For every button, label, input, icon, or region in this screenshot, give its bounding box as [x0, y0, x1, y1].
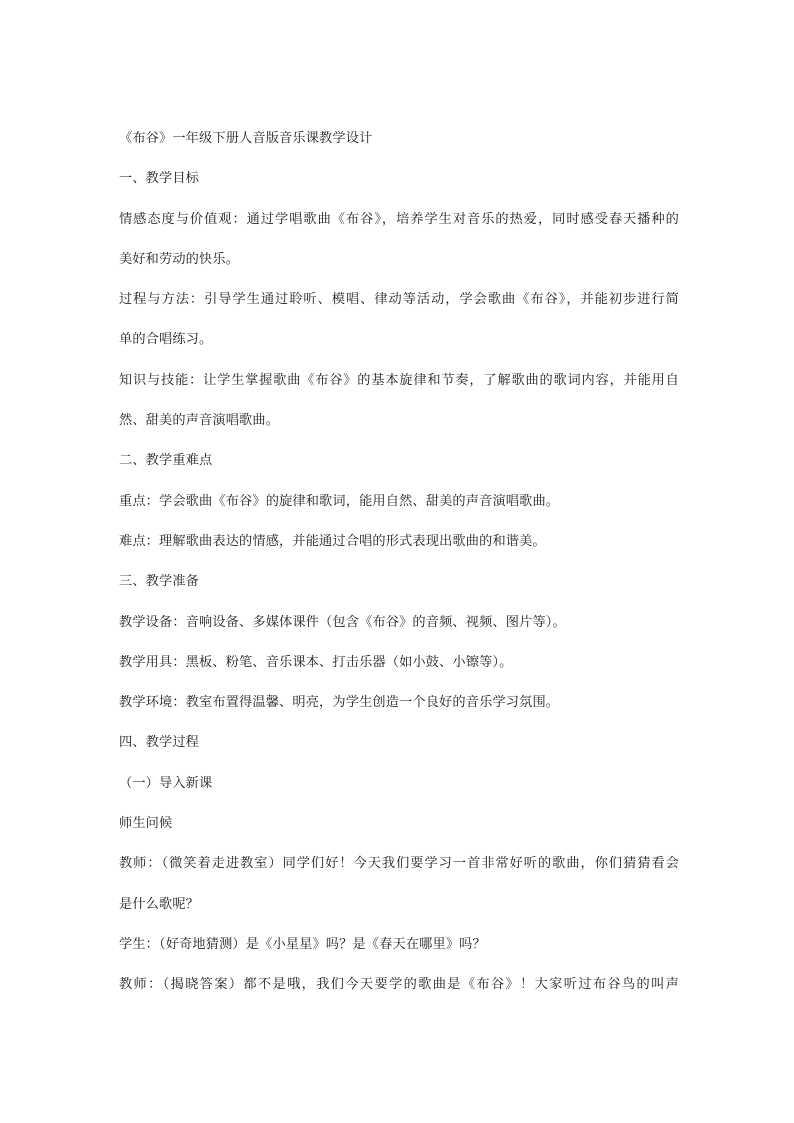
preparation-environment: 教学环境：教室布置得温馨、明亮，为学生创造一个良好的音乐学习氛围。 — [119, 695, 560, 711]
objective-process-line-2: 单的合唱练习。 — [119, 332, 213, 348]
subsection-heading-intro: （一）导入新课 — [119, 775, 213, 791]
greeting-title: 师生问候 — [119, 816, 173, 832]
objective-process-line-1: 过程与方法：引导学生通过聆听、模唱、律动等活动，学会歌曲《布谷》，并能初步进行简 — [119, 292, 679, 308]
section-heading-objectives: 一、教学目标 — [119, 171, 200, 187]
difficult-point-paragraph: 难点：理解歌曲表达的情感，并能通过合唱的形式表现出歌曲的和谐美。 — [119, 533, 546, 549]
teacher-dialogue-2-line-1: 教师：（揭晓答案）都不是哦，我们今天要学的歌曲是《布谷》！大家听过布谷鸟的叫声 — [119, 977, 679, 993]
student-dialogue-1: 学生：（好奇地猜测）是《小星星》吗？是《春天在哪里》吗？ — [119, 936, 486, 952]
document-title: 《布谷》一年级下册人音版音乐课教学设计 — [119, 131, 373, 146]
section-heading-process: 四、教学过程 — [119, 735, 200, 751]
objective-knowledge-line-2: 然、甜美的声音演唱歌曲。 — [119, 413, 280, 429]
objective-emotion-line-1: 情感态度与价值观：通过学唱歌曲《布谷》，培养学生对音乐的热爱，同时感受春天播种的 — [119, 211, 679, 227]
key-point-paragraph: 重点：学会歌曲《布谷》的旋律和歌词，能用自然、甜美的声音演唱歌曲。 — [119, 493, 560, 509]
objective-emotion-line-2: 美好和劳动的快乐。 — [119, 251, 240, 267]
objective-knowledge-line-1: 知识与技能：让学生掌握歌曲《布谷》的基本旋律和节奏，了解歌曲的歌词内容，并能用自 — [119, 372, 679, 388]
section-heading-preparation: 三、教学准备 — [119, 574, 200, 590]
preparation-equipment: 教学设备：音响设备、多媒体课件（包含《布谷》的音频、视频、图片等）。 — [119, 614, 566, 630]
teacher-dialogue-1-line-1: 教师：（微笑着走进教室）同学们好！今天我们要学习一首非常好听的歌曲，你们猜猜看会 — [119, 856, 679, 872]
preparation-tools: 教学用具：黑板、粉笔、音乐课本、打击乐器（如小鼓、小镲等）。 — [119, 654, 513, 670]
teacher-dialogue-1-line-2: 是什么歌呢？ — [119, 896, 200, 912]
section-heading-key-difficult: 二、教学重难点 — [119, 453, 213, 469]
document-body — [119, 119, 679, 1006]
